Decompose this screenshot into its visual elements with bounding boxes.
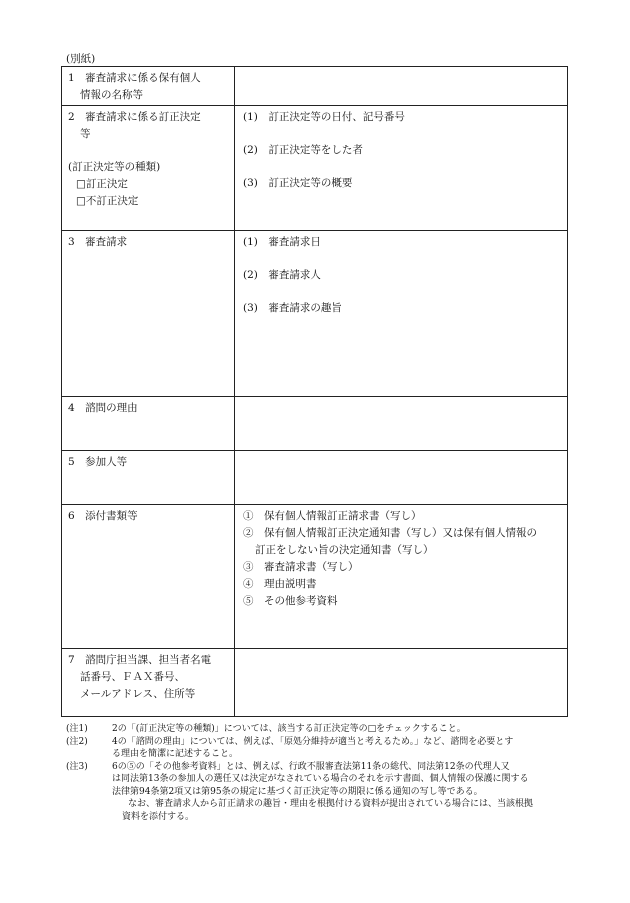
- attachment-item-3: ③ 審査請求書（写し）: [243, 561, 359, 573]
- row-3-content-cell: [235, 231, 568, 397]
- row-7-content-cell: [235, 649, 568, 717]
- row-2-label-line-1: 2 審査請求に係る訂正決定: [68, 111, 201, 123]
- attachment-item-5: ⑤ その他参考資料: [243, 595, 338, 607]
- notes-section: [66, 723, 569, 823]
- inquiry-form-table: [61, 66, 568, 717]
- row-4-label: 4 諮問の理由: [68, 402, 138, 414]
- row-1-content-cell: [235, 67, 568, 106]
- row-7-label-line-2: 話番号、ＦＡＸ番号、: [80, 671, 185, 683]
- request-purpose-label: (3) 審査請求の趣旨: [243, 302, 342, 314]
- decision-date-number-label: (1) 訂正決定等の日付、記号番号: [243, 111, 405, 123]
- note-1: [66, 723, 569, 736]
- requester-label: (2) 審査請求人: [243, 269, 321, 281]
- row-4-label-cell: [62, 397, 235, 451]
- note-3: [66, 761, 569, 774]
- row-2-content-cell: [235, 106, 568, 231]
- note-2: [66, 736, 569, 749]
- form-row-4: [62, 397, 568, 451]
- note-2-label: (注2): [66, 736, 88, 747]
- note-1-text: 2の「(訂正決定等の種類)」については、該当する訂正決定等の□をチェックすること。: [112, 724, 466, 734]
- correction-decision-checkbox[interactable]: □訂正決定: [76, 178, 128, 190]
- note-2-text: 4の「諮問の理由」については、例えば、「原処分維持が適当と考えるため。」など、諮問を必要とす: [112, 736, 514, 747]
- row-2-label-line-2: 等: [80, 128, 91, 140]
- attachment-item-1: ① 保有個人情報訂正請求書（写し）: [243, 510, 422, 522]
- attachment-item-2: ② 保有個人情報訂正決定通知書（写し）又は保有個人情報の: [243, 527, 537, 539]
- row-2-label-cell: [62, 106, 235, 231]
- form-row-6: [62, 505, 568, 649]
- attachment-item-2-continued: 訂正をしない旨の決定通知書（写し）: [255, 544, 434, 556]
- row-5-content-cell: [235, 451, 568, 505]
- row-6-label: 6 添付書類等: [68, 510, 138, 522]
- row-3-label-cell: [62, 231, 235, 397]
- form-row-2: [62, 106, 568, 231]
- form-row-7: [62, 649, 568, 717]
- form-row-1: [62, 67, 568, 106]
- note-3-line-5: 資料を添付する。: [122, 811, 195, 822]
- row-7-label-line-3: メールアドレス、住所等: [80, 688, 196, 700]
- attachment-item-4: ④ 理由説明書: [243, 578, 317, 590]
- decision-summary-label: (3) 訂正決定等の概要: [243, 177, 353, 189]
- note-2-text-continued: る理由を簡潔に記述すること。: [112, 749, 239, 759]
- row-7-label-cell: [62, 649, 235, 717]
- row-6-label-cell: [62, 505, 235, 649]
- note-3-text: 6の⑤の「その他参考資料」とは、例えば、行政不服審査法第11条の総代、同法第12条の代理人又: [112, 761, 510, 772]
- request-date-label: (1) 審査請求日: [243, 236, 321, 248]
- row-5-label-cell: [62, 451, 235, 505]
- decision-type-heading: (訂正決定等の種類): [68, 161, 161, 173]
- row-1-label-line-2: 情報の名称等: [80, 89, 143, 101]
- decision-maker-label: (2) 訂正決定等をした者: [243, 144, 363, 156]
- note-3-line-2: は同法第13条の参加人の選任又は決定がなされている場合のそれを示す書面、個人情報の保護に関する: [112, 774, 529, 784]
- note-3-line-3: 法律第94条第2項又は第95条の規定に基づく訂正決定等の期限に係る通知の写し等である。: [112, 786, 483, 797]
- row-7-label-line-1: 7 諮問庁担当課、担当者名電: [68, 654, 212, 666]
- annex-label: (別紙): [66, 53, 96, 65]
- row-3-label: 3 審査請求: [68, 236, 128, 248]
- row-5-label: 5 参加人等: [68, 456, 128, 468]
- row-6-content-cell: [235, 505, 568, 649]
- note-1-label: (注1): [66, 724, 88, 734]
- row-1-label-cell: [62, 67, 235, 106]
- non-correction-decision-checkbox[interactable]: □不訂正決定: [76, 195, 139, 207]
- form-row-5: [62, 451, 568, 505]
- row-1-label-line-1: 1 審査請求に係る保有個人: [68, 72, 201, 84]
- note-3-line-4: なお、審査請求人から訂正請求の趣旨・理由を根拠付ける資料が提出されている場合には、当該根拠: [128, 799, 534, 809]
- note-3-label: (注3): [66, 761, 88, 772]
- row-4-content-cell: [235, 397, 568, 451]
- form-row-3: [62, 231, 568, 397]
